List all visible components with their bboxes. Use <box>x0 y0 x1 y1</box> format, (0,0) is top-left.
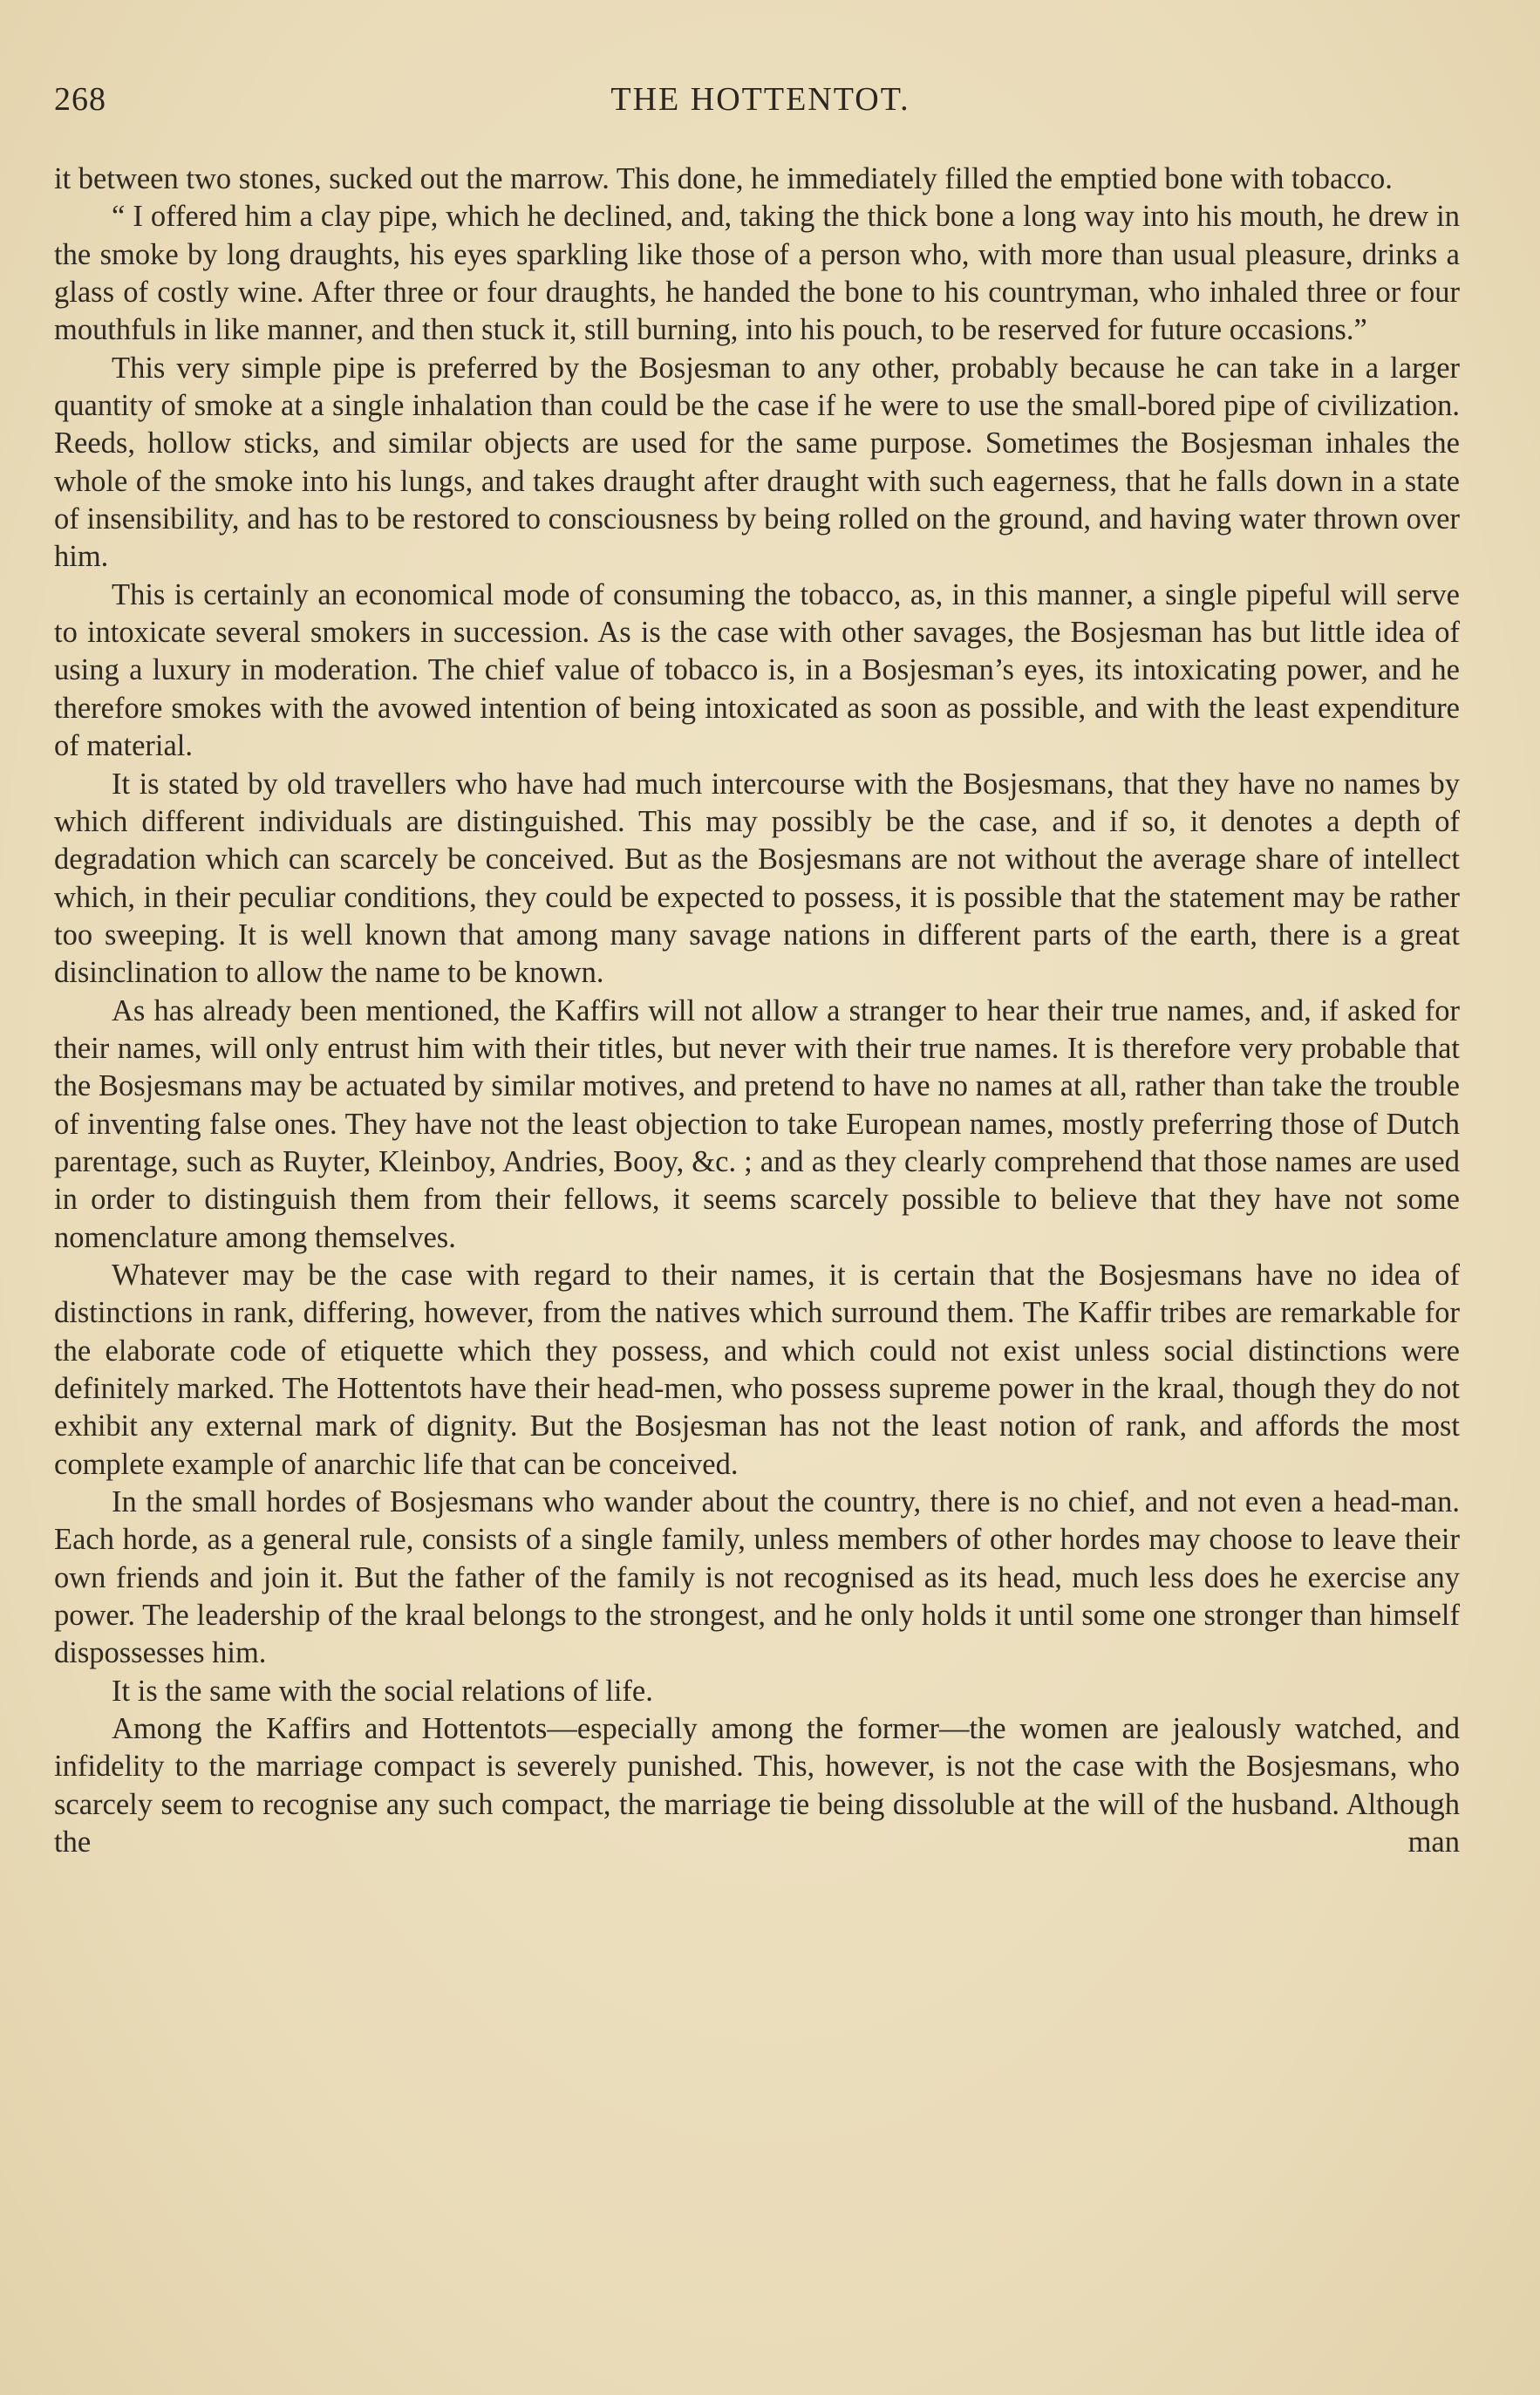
body-text <box>54 160 1460 1861</box>
paragraph-quotation: “ I offered him a clay pipe, which he declined, and, taking the thick bone a long way into his mouth, he drew in the smoke by long draughts, his eyes sparkling like those of a person who, with more than usual pleasure, drinks a glass of costly wine. After three or four draughts, he handed the bone to his countryman, who inhaled three or four mouthfuls in like manner, and then stuck it, still burning, into his pouch, to be reserved for future occasions.” <box>54 200 1460 347</box>
paragraph: It is the same with the social relations of life. <box>112 1674 653 1708</box>
page-header <box>54 80 1467 133</box>
paragraph: As has already been mentioned, the Kaffirs will not allow a stranger to hear their true names, and, if asked for their names, will only entrust him with their titles, but never with their true names. It is therefore very probable that the Bosjesmans may be actuated by similar motives, and pretend to have no names at all, rather than take the trouble of inventing false ones. They have not the least objection to take European names, mostly preferring those of Dutch parentage, such as Ruyter, Kleinboy, Andries, Booy, &c. ; and as they clearly comprehend that those names are used in order to distinguish them from their fellows, it seems scarcely possible to believe that they have not some nomenclature among themselves. <box>54 993 1460 1254</box>
paragraph: It is stated by old travellers who have had much intercourse with the Bosjesmans, that they have no names by which different individuals are distinguished. This may possibly be the case, and if so, it denotes a depth of degradation which can scarcely be conceived. But as the Bosjesmans are not without the average share of intellect which, in their peculiar conditions, they could be expected to possess, it is possible that the statement may be rather too sweeping. It is well known that among many savage nations in different parts of the earth, there is a great disinclination to allow the name to be known. <box>54 767 1460 990</box>
paragraph: This very simple pipe is preferred by the Bosjesman to any other, probably because he can take in a larger quantity of smoke at a single inhalation than could be the case if he were to use the small-bored pipe of civilization. Reeds, hollow sticks, and similar objects are used for the same purpose. Sometimes the Bosjesman inhales the whole of the smoke into his lungs, and takes draught after draught with such eagerness, that he falls down in a state of insensibility, and has to be restored to consciousness by being rolled on the ground, and having water thrown over him. <box>54 351 1460 574</box>
paragraph: In the small hordes of Bosjesmans who wander about the country, there is no chief, and not even a head-man. Each horde, as a general rule, consists of a single family, unless members of other hordes may choose to leave their own friends and join it. But the father of the family is not recognised as its head, much less does he exercise any power. The leadership of the kraal belongs to the strongest, and he only holds it until some one stronger than himself dispossesses him. <box>54 1485 1460 1670</box>
running-title: THE HOTTENTOT. <box>610 81 910 118</box>
paragraph: Whatever may be the case with regard to their names, it is certain that the Bosjesmans have no idea of distinctions in rank, differing, however, from the natives which surround them. The Kaffir tribes are remarkable for the elaborate code of etiquette which they possess, and which could not exist unless social distinctions were definitely marked. The Hottentots have their head-men, who possess supreme power in the kraal, though they do not exhibit any external mark of dignity. But the Bosjesman has not the least notion of rank, and affords the most complete example of anarchic life that can be conceived. <box>54 1258 1460 1481</box>
paragraph-continued: it between two stones, sucked out the marrow. This done, he immediately filled the emptied bone with tobacco. <box>54 162 1393 195</box>
paragraph-continues: Among the Kaffirs and Hottentots—especially among the former—the women are jealously watched, and infidelity to the marriage compact is severely punished. This, however, is not the case with the Bosjesmans, who scarcely seem to recognise any such compact, the marriage tie being dissoluble at the will of the husband. Although the man <box>54 1712 1460 1859</box>
paragraph: This is certainly an economical mode of consuming the tobacco, as, in this manner, a single pipeful will serve to intoxicate several smokers in succession. As is the case with other savages, the Bosjesman has but little idea of using a luxury in moderation. The chief value of tobacco is, in a Bosjesman’s eyes, its intoxicating power, and he therefore smokes with the avowed intention of being intoxicated as soon as possible, and with the least expenditure of material. <box>54 577 1460 763</box>
page-number: 268 <box>54 81 106 118</box>
